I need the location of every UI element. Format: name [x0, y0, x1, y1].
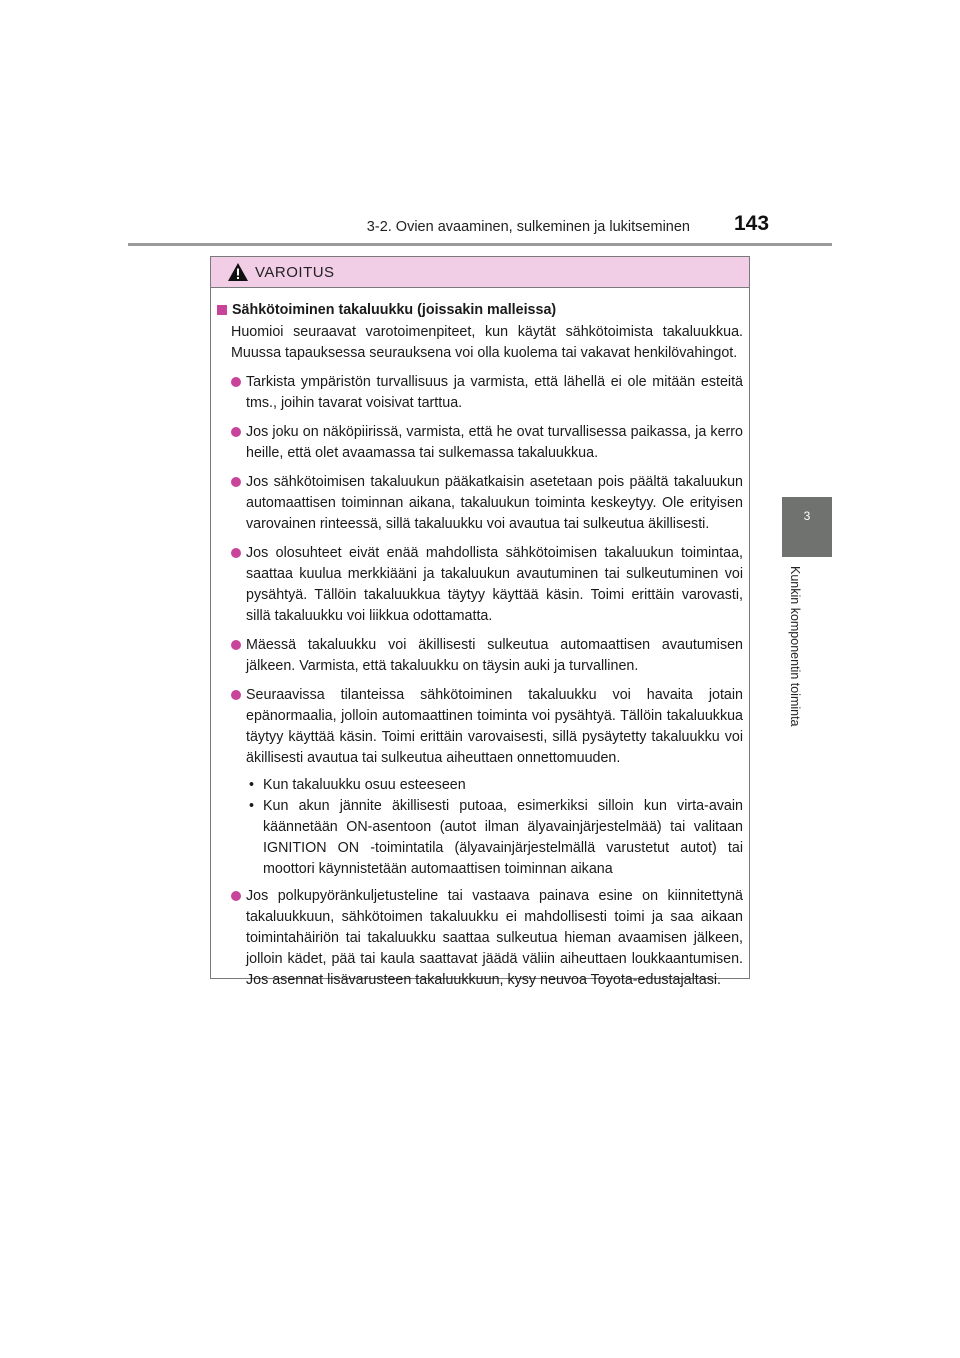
list-item-text: Jos joku on näköpiirissä, varmista, että he ovat turvallisessa paikassa, ja kerro heille, että olet avaamassa tai sulkemassa takaluukkua. [246, 424, 743, 461]
list-item-text: Mäessä takaluukku voi äkillisesti sulkeutua automaattisen avautumisen jälkeen. Varmista, että takaluukku on täysin auki ja turvallinen. [246, 637, 743, 674]
chapter-tab [782, 497, 832, 557]
page-number: 143 [734, 212, 770, 235]
list-item-text: Jos polkupyöränkuljetusteline tai vastaava painava esine on kiinnitettynä takaluukkuun, sähkötoimen takaluukku ei mahdollisesti toimi ja saa aikaan toimintahäiriön tai takaluukku saattaa sulkeutua hieman avaamisen jälkeen, jolloin kädet, pää tai kaula saattavat jäädä väliin aiheuttaen loukkaantumisen. Jos asennat lisävarusteen takaluukkuun, kysy neuvoa Toyota-edustajaltasi. [246, 888, 743, 988]
sub-list-item-text: Kun akun jännite äkillisesti putoaa, esimerkiksi silloin kun virta-avain käännetään ON-asentoon (autot ilman älyavainjärjestelmää) tai valitaan IGNITION ON -toimintatila (älyavainjärjestelmällä varustetut autot) tai moottori käynnistetään automaattisen toiminnan aikana [263, 798, 743, 877]
list-item [217, 422, 743, 464]
warning-intro: Huomioi seuraavat varotoimenpiteet, kun käytät sähkötoimista takaluukkua. Muussa tapauksessa seurauksena voi olla kuolema tai vakavat henkilövahingot. [231, 324, 743, 361]
warning-box [210, 256, 750, 988]
sub-bullet-marker: • [249, 777, 255, 793]
warning-header [211, 257, 749, 288]
chapter-number: 3 [803, 509, 811, 523]
warning-section-title-text: Sähkötoiminen takaluukku (joissakin malleissa) [232, 302, 557, 318]
list-item-text: Jos sähkötoimisen takaluukun pääkatkaisin asetetaan pois päältä takaluukun automaattisen toiminnan aikana, takaluukun toiminta keskeytyy. Ole erityisen varovainen rinteessä, sillä takaluukku voi avautua tai sulkeutua äkillisesti. [246, 474, 743, 532]
square-bullet-icon [217, 305, 227, 315]
sub-list-item-text: Kun takaluukku osuu esteeseen [263, 777, 466, 793]
sub-list-item [249, 775, 743, 796]
list-item [217, 635, 743, 677]
list-item [217, 543, 743, 627]
list-item-text: Seuraavissa tilanteissa sähkötoiminen takaluukku voi havaita jotain epänormaalia, jolloin automaattinen toiminta voi pysähtyä. Tällöin takaluukkua täytyy käyttää käsin. Toimi erittäin varovaisesti, sillä pysäytetty takaluukku voi äkillisesti avautua tai sulkeutua aiheuttaen onnettomuuden. [246, 687, 743, 766]
header-rule [128, 243, 832, 246]
warning-title: VAROITUS [255, 263, 335, 281]
list-item-text: Jos olosuhteet eivät enää mahdollista sähkötoimisen takaluukun toimintaa, saattaa kuulua merkkiääni ja takaluukun avautuminen tai sulkeutuminen voi pysähtyä. Tällöin takaluukkua täytyy käyttää käsin. Toimi erittäin varovasti, sillä takaluukku voi liikkua odottamatta. [246, 545, 743, 624]
list-item [217, 685, 743, 769]
list-item [217, 886, 743, 991]
chapter-label [782, 566, 808, 756]
sub-bullet-marker: • [249, 798, 255, 814]
section-title: 3-2. Ovien avaaminen, sulkeminen ja lukitseminen [366, 219, 690, 235]
warning-bullet-list [217, 372, 743, 991]
bullet-dot-icon [231, 548, 241, 558]
bullet-dot-icon [231, 477, 241, 487]
bullet-dot-icon [231, 690, 241, 700]
bullet-dot-icon [231, 427, 241, 437]
sub-list-item [249, 796, 743, 880]
bullet-dot-icon [231, 891, 241, 901]
warning-body [211, 288, 749, 991]
list-item [217, 372, 743, 414]
sub-list [217, 775, 743, 880]
list-item [217, 472, 743, 535]
warning-section-title [217, 300, 743, 321]
warning-triangle-icon [227, 262, 249, 282]
bullet-dot-icon [231, 377, 241, 387]
bullet-dot-icon [231, 640, 241, 650]
chapter-label-text: Kunkin komponentin toiminta [788, 566, 802, 727]
list-item-text: Tarkista ympäristön turvallisuus ja varmista, että lähellä ei ole mitään esteitä tms., joihin tavarat voisivat tarttua. [246, 374, 743, 411]
